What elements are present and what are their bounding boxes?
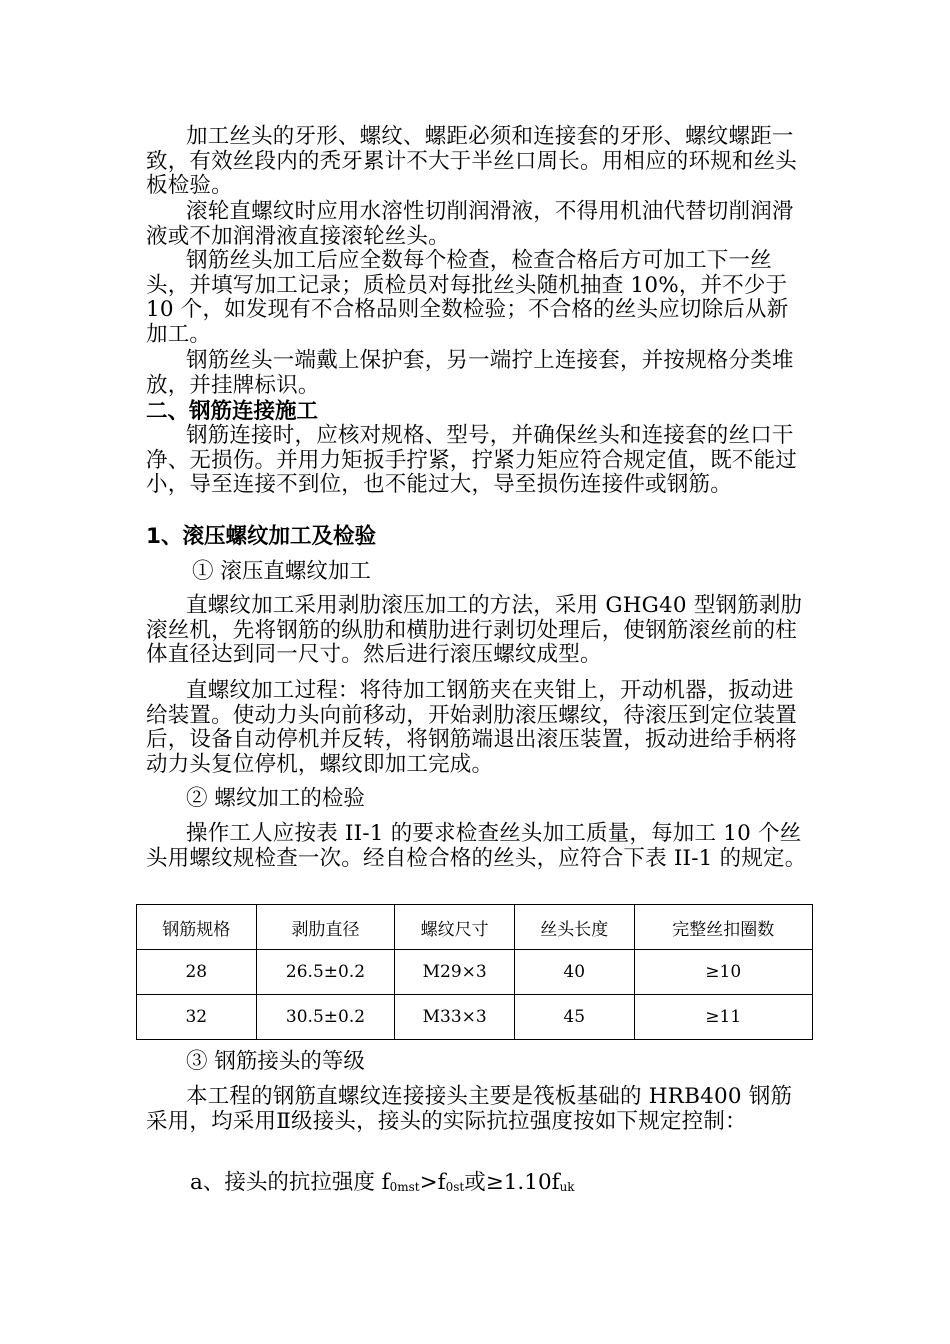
paragraph-rolling-method: 直螺纹加工采用剥肋滚压加工的方法，采用 GHG40 型钢筋剥肋滚丝机，先将钢筋的纵肋和横肋进行剥切处理后，使钢筋滚丝前的柱体直径达到同一尺寸。然后进行滚压螺纹成型。 xyxy=(146,593,803,668)
formula-subscript: 0mst xyxy=(389,1180,420,1194)
paragraph-rolling-steps: 直螺纹加工过程：将待加工钢筋夹在夹钳上，开动机器，扳动进给装置。使动力头向前移动，开始剥肋滚压螺纹，待滚压到定位装置后，设备自动停机并反转，将钢筋端退出滚压装置，扳动进给手柄将动力头复位停机，螺纹即加工完成。 xyxy=(146,678,798,777)
subheading-rolling-process: ① 滚压直螺纹加工 xyxy=(192,559,371,584)
table-header-cell: 丝头长度 xyxy=(514,905,634,950)
table-cell: M29×3 xyxy=(395,950,515,995)
section-heading-rolling: 1、滚压螺纹加工及检验 xyxy=(146,524,376,549)
paragraph-thread-profile: 加工丝头的牙形、螺纹、螺距必须和连接套的牙形、螺纹螺距一致，有效丝段内的秃牙累计不大于半丝口周长。用相应的环规和丝头板检验。 xyxy=(146,124,798,199)
section-heading-connection: 二、钢筋连接施工 xyxy=(146,399,319,424)
paragraph-connection: 钢筋连接时，应核对规格、型号，并确保丝头和连接套的丝口干净、无损伤。并用力矩扳手拧紧，拧紧力矩应符合规定值，既不能过小，导至连接不到位，也不能过大，导至损伤连接件或钢筋。 xyxy=(146,423,798,498)
table-header-row xyxy=(137,905,813,950)
paragraph-protection: 钢筋丝头一端戴上保护套，另一端拧上连接套，并按规格分类堆放，并挂牌标识。 xyxy=(146,348,794,398)
table-cell: 32 xyxy=(137,995,257,1040)
paragraph-lubricant: 滚轮直螺纹时应用水溶性切削润滑液，不得用机油代替切削润滑液或不加润滑液直接滚轮丝头。 xyxy=(146,199,794,249)
table-cell: 26.5±0.2 xyxy=(256,950,395,995)
paragraph-worker-inspection: 操作工人应按表 II-1 的要求检查丝头加工质量，每加工 10 个丝头用螺纹规检查一次。经自检合格的丝头，应符合下表 II-1 的规定。 xyxy=(146,821,807,871)
table-header-cell: 完整丝扣圈数 xyxy=(634,905,813,950)
subheading-joint-grade: ③ 钢筋接头的等级 xyxy=(186,1049,365,1074)
paragraph-joint-grade: 本工程的钢筋直螺纹连接接头主要是筏板基础的 HRB400 钢筋采用，均采用Ⅱ级接头，接头的实际抗拉强度按如下规定控制： xyxy=(146,1084,793,1134)
table-header-cell: 螺纹尺寸 xyxy=(395,905,515,950)
table-header-cell: 剥肋直径 xyxy=(256,905,395,950)
paragraph-inspection: 钢筋丝头加工后应全数每个检查，检查合格后方可加工下一丝头，并填写加工记录；质检员对每批丝头随机抽查 10%，并不少于 10 个，如发现有不合格品则全数检验；不合格的丝头应切除后从新加工。 xyxy=(146,248,789,347)
formula-subscript: 0st xyxy=(445,1180,465,1194)
formula-prefix: a、接头的抗拉强度 f xyxy=(190,1170,390,1195)
table-row xyxy=(137,995,813,1040)
thread-spec-table xyxy=(136,904,813,1040)
table-cell: ≥10 xyxy=(634,950,813,995)
table-cell: 28 xyxy=(137,950,257,995)
subheading-thread-inspection: ② 螺纹加工的检验 xyxy=(186,786,365,811)
table-row xyxy=(137,950,813,995)
table-header-cell: 钢筋规格 xyxy=(137,905,257,950)
table-cell: 45 xyxy=(514,995,634,1040)
table-cell: 30.5±0.2 xyxy=(256,995,395,1040)
table-cell: M33×3 xyxy=(395,995,515,1040)
formula-operator: 或≥1.10f xyxy=(464,1170,560,1195)
formula-operator: >f xyxy=(419,1170,446,1195)
table-cell: 40 xyxy=(514,950,634,995)
tensile-strength-formula xyxy=(190,1170,575,1200)
table-cell: ≥11 xyxy=(634,995,813,1040)
formula-subscript: uk xyxy=(559,1180,575,1194)
